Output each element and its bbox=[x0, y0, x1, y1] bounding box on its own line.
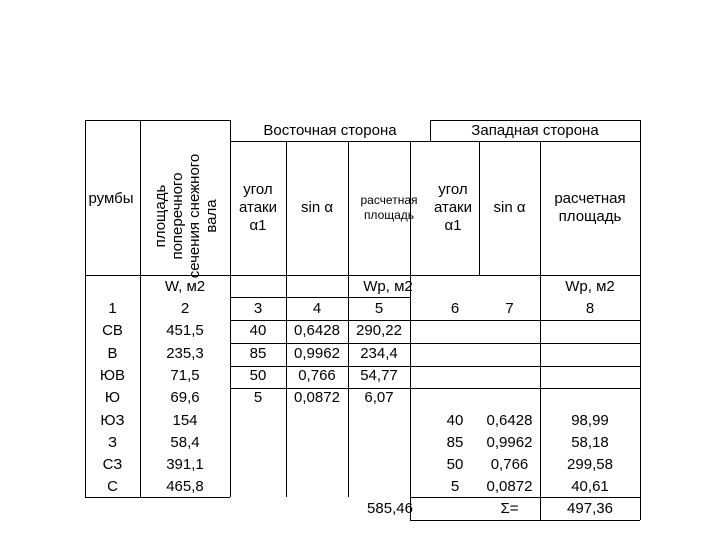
header-east-sin: sin α bbox=[300, 199, 333, 216]
units-west-wp: Wp, м2 bbox=[565, 277, 615, 295]
row-w: 58,4 bbox=[170, 434, 200, 451]
col-number: 1 bbox=[108, 300, 117, 317]
header-west-angle-line: α1 bbox=[444, 217, 462, 234]
east-sin: 0,6428 bbox=[294, 322, 340, 339]
east-angle: 85 bbox=[249, 345, 267, 362]
row-direction: ЮВ bbox=[99, 367, 126, 384]
row-w: 391,1 bbox=[166, 456, 204, 473]
header-west-angle-line: угол bbox=[438, 181, 468, 198]
header-west-sin: sin α bbox=[493, 199, 526, 216]
west-wp: 40,61 bbox=[571, 478, 609, 495]
header-west-area-line: площадь bbox=[558, 208, 622, 225]
row-direction: ЮЗ bbox=[100, 412, 125, 429]
col-number: 8 bbox=[585, 300, 595, 317]
header-east-angle bbox=[230, 141, 286, 275]
row-w: 69,6 bbox=[170, 389, 200, 406]
header-east-area-line: расчетная bbox=[360, 193, 418, 207]
west-sin: 0,0872 bbox=[486, 478, 533, 495]
header-area-line: площадь bbox=[152, 184, 169, 248]
grid-line bbox=[640, 120, 641, 520]
header-east-area bbox=[348, 141, 430, 275]
header-area-line: сечения снежного bbox=[186, 153, 203, 279]
header-west-angle bbox=[425, 141, 481, 275]
row-w: 465,8 bbox=[166, 478, 204, 495]
header-section-area bbox=[152, 146, 224, 286]
east-wp: 290,22 bbox=[356, 322, 402, 339]
row-direction: В bbox=[107, 345, 118, 362]
col-number: 4 bbox=[312, 300, 322, 317]
east-total: 585,46 bbox=[367, 500, 413, 517]
west-angle: 85 bbox=[446, 434, 464, 451]
header-west-angle-line: атаки bbox=[434, 199, 472, 216]
header-east-angle-line: α1 bbox=[249, 217, 267, 234]
west-sin: 0,766 bbox=[490, 456, 529, 473]
col-number: 3 bbox=[253, 300, 263, 317]
west-wp: 98,99 bbox=[571, 412, 609, 429]
row-direction: С bbox=[107, 478, 118, 495]
row-w: 71,5 bbox=[170, 367, 200, 384]
row-direction: З bbox=[107, 434, 118, 451]
header-west-area bbox=[540, 141, 640, 275]
east-sin: 0,766 bbox=[298, 367, 336, 384]
header-west-side: Западная сторона bbox=[471, 122, 599, 139]
west-angle: 40 bbox=[446, 412, 464, 429]
east-angle: 5 bbox=[253, 389, 263, 406]
col-number: 6 bbox=[450, 300, 460, 317]
east-wp: 54,77 bbox=[360, 367, 398, 384]
sum-label: Σ= bbox=[500, 500, 519, 517]
col-number: 2 bbox=[180, 300, 190, 317]
header-area-line: поперечного bbox=[169, 172, 186, 260]
west-wp: 58,18 bbox=[571, 434, 609, 451]
header-east-angle-line: атаки bbox=[239, 199, 277, 216]
row-w: 235,3 bbox=[166, 345, 204, 362]
east-wp: 234,4 bbox=[360, 345, 398, 362]
header-rumby: румбы bbox=[88, 190, 134, 207]
east-sin: 0,9962 bbox=[294, 345, 340, 362]
col-number: 5 bbox=[374, 300, 384, 317]
col-number: 7 bbox=[505, 300, 514, 317]
east-wp: 6,07 bbox=[364, 389, 394, 406]
units-east-wp: Wp, м2 bbox=[363, 277, 413, 295]
header-east-side: Восточная сторона bbox=[263, 122, 397, 139]
east-sin: 0,0872 bbox=[294, 389, 340, 406]
west-angle: 5 bbox=[450, 478, 460, 495]
row-w: 154 bbox=[172, 412, 198, 429]
row-w: 451,5 bbox=[166, 322, 204, 339]
grid-line bbox=[410, 520, 640, 521]
west-sin: 0,6428 bbox=[486, 412, 533, 429]
units-w: W, м2 bbox=[164, 277, 206, 295]
west-angle: 50 bbox=[446, 456, 464, 473]
west-total: 497,36 bbox=[567, 500, 613, 517]
header-east-angle-line: угол bbox=[243, 181, 273, 198]
west-wp: 299,58 bbox=[567, 456, 613, 473]
grid-line bbox=[85, 120, 230, 121]
east-angle: 40 bbox=[249, 322, 267, 339]
west-sin: 0,9962 bbox=[486, 434, 533, 451]
header-west-area-line: расчетная bbox=[554, 190, 626, 207]
east-angle: 50 bbox=[249, 367, 267, 384]
header-area-line: вала bbox=[203, 199, 220, 233]
row-direction: СЗ bbox=[102, 456, 123, 473]
row-direction: СВ bbox=[102, 322, 123, 339]
header-east-area-line: площадь bbox=[363, 208, 415, 222]
row-direction: Ю bbox=[104, 389, 121, 406]
